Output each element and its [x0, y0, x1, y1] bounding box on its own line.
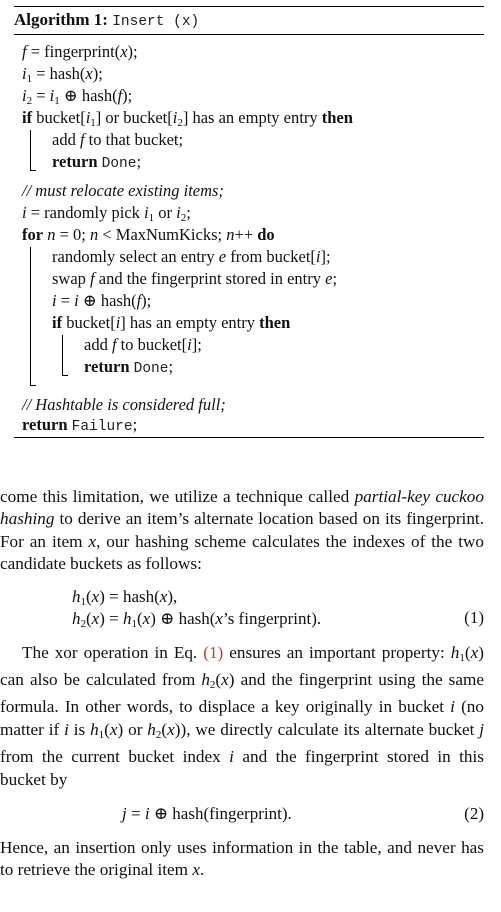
block-bar-end: [30, 385, 36, 386]
equation-2: j = i ⊕ hash(fingerprint). (2): [122, 804, 484, 824]
title-rule: [14, 34, 484, 35]
block-bar-end: [62, 375, 68, 376]
top-rule: [14, 6, 484, 7]
paragraph: Hence, an insertion only uses information in the table, and never has to retrieve the original item x.: [0, 838, 484, 880]
paragraph: The xor operation in Eq. (1) ensures an important property: $h_1(x)$ can also be calculated from $h_2(x)$ and the fingerprint using the same formula. In other words, to displace a key originally in bucket i (no matter if i is $h_1(x)$ or $h_2(x)$), we directly calculate its alternate bucket j from the current bucket index i and the fingerprint stored in this bucket by: [0, 642, 485, 789]
algo-line: add f to bucket[i];: [84, 335, 202, 354]
equation-1-line-1: $h_1(x)$ = hash(x),: [72, 586, 178, 608]
algo-line: $i_2 = i_1$ ⊕ hash(f);: [22, 86, 133, 107]
algo-comment: // Hashtable is considered full;: [22, 395, 226, 414]
block-bar: [30, 130, 31, 170]
algo-line: if $bucket[i_1]$ or $bucket[i_2]$ has an empty entry then: [22, 108, 353, 129]
algo-line: i = i ⊕ hash(f);: [52, 291, 152, 310]
equation-1-line-2: $h_2(x) = h_1(x)$ ⊕ hash(x’s fingerprint).: [72, 608, 322, 630]
bottom-rule: [14, 437, 484, 438]
algo-line: return Done;: [84, 357, 174, 377]
algorithm-title: [14, 9, 199, 33]
equation-number: (2): [464, 804, 484, 824]
body-text: [0, 486, 484, 882]
algo-line: swap f and the fingerprint stored in entry e;: [52, 269, 338, 288]
algorithm-label: Algorithm 1:: [14, 10, 108, 29]
algo-line: add f to that bucket;: [52, 130, 184, 149]
algo-line: i = randomly pick $i_1$ or $i_2$;: [22, 203, 191, 224]
algo-line: f = fingerprint(x);: [22, 42, 138, 61]
algo-comment: // must relocate existing items;: [22, 181, 224, 200]
block-bar: [62, 335, 63, 375]
algo-line: return Failure;: [22, 415, 138, 435]
algo-line: for n = 0; n < MaxNumKicks; n++ do: [22, 225, 275, 244]
equation-number: (1): [464, 608, 484, 627]
algo-line: if bucket[i] has an empty entry then: [52, 313, 291, 332]
algorithm-name: Insert (x): [112, 14, 200, 30]
algo-line: return Done;: [52, 152, 142, 172]
paragraph: come this limitation, we utilize a technique called partial-key cuckoo hashing to derive an item’s alternate location based on its fingerprint. For an item x, our hashing scheme calculates the indexes of the two candidate buckets as follows:: [0, 487, 484, 574]
equation-ref-link[interactable]: (1): [203, 642, 224, 662]
block-bar-end: [30, 170, 36, 171]
algo-line: randomly select an entry e from bucket[i];: [52, 247, 331, 266]
block-bar: [30, 247, 31, 385]
algo-line: $i_1$ = hash(x);: [22, 64, 103, 85]
